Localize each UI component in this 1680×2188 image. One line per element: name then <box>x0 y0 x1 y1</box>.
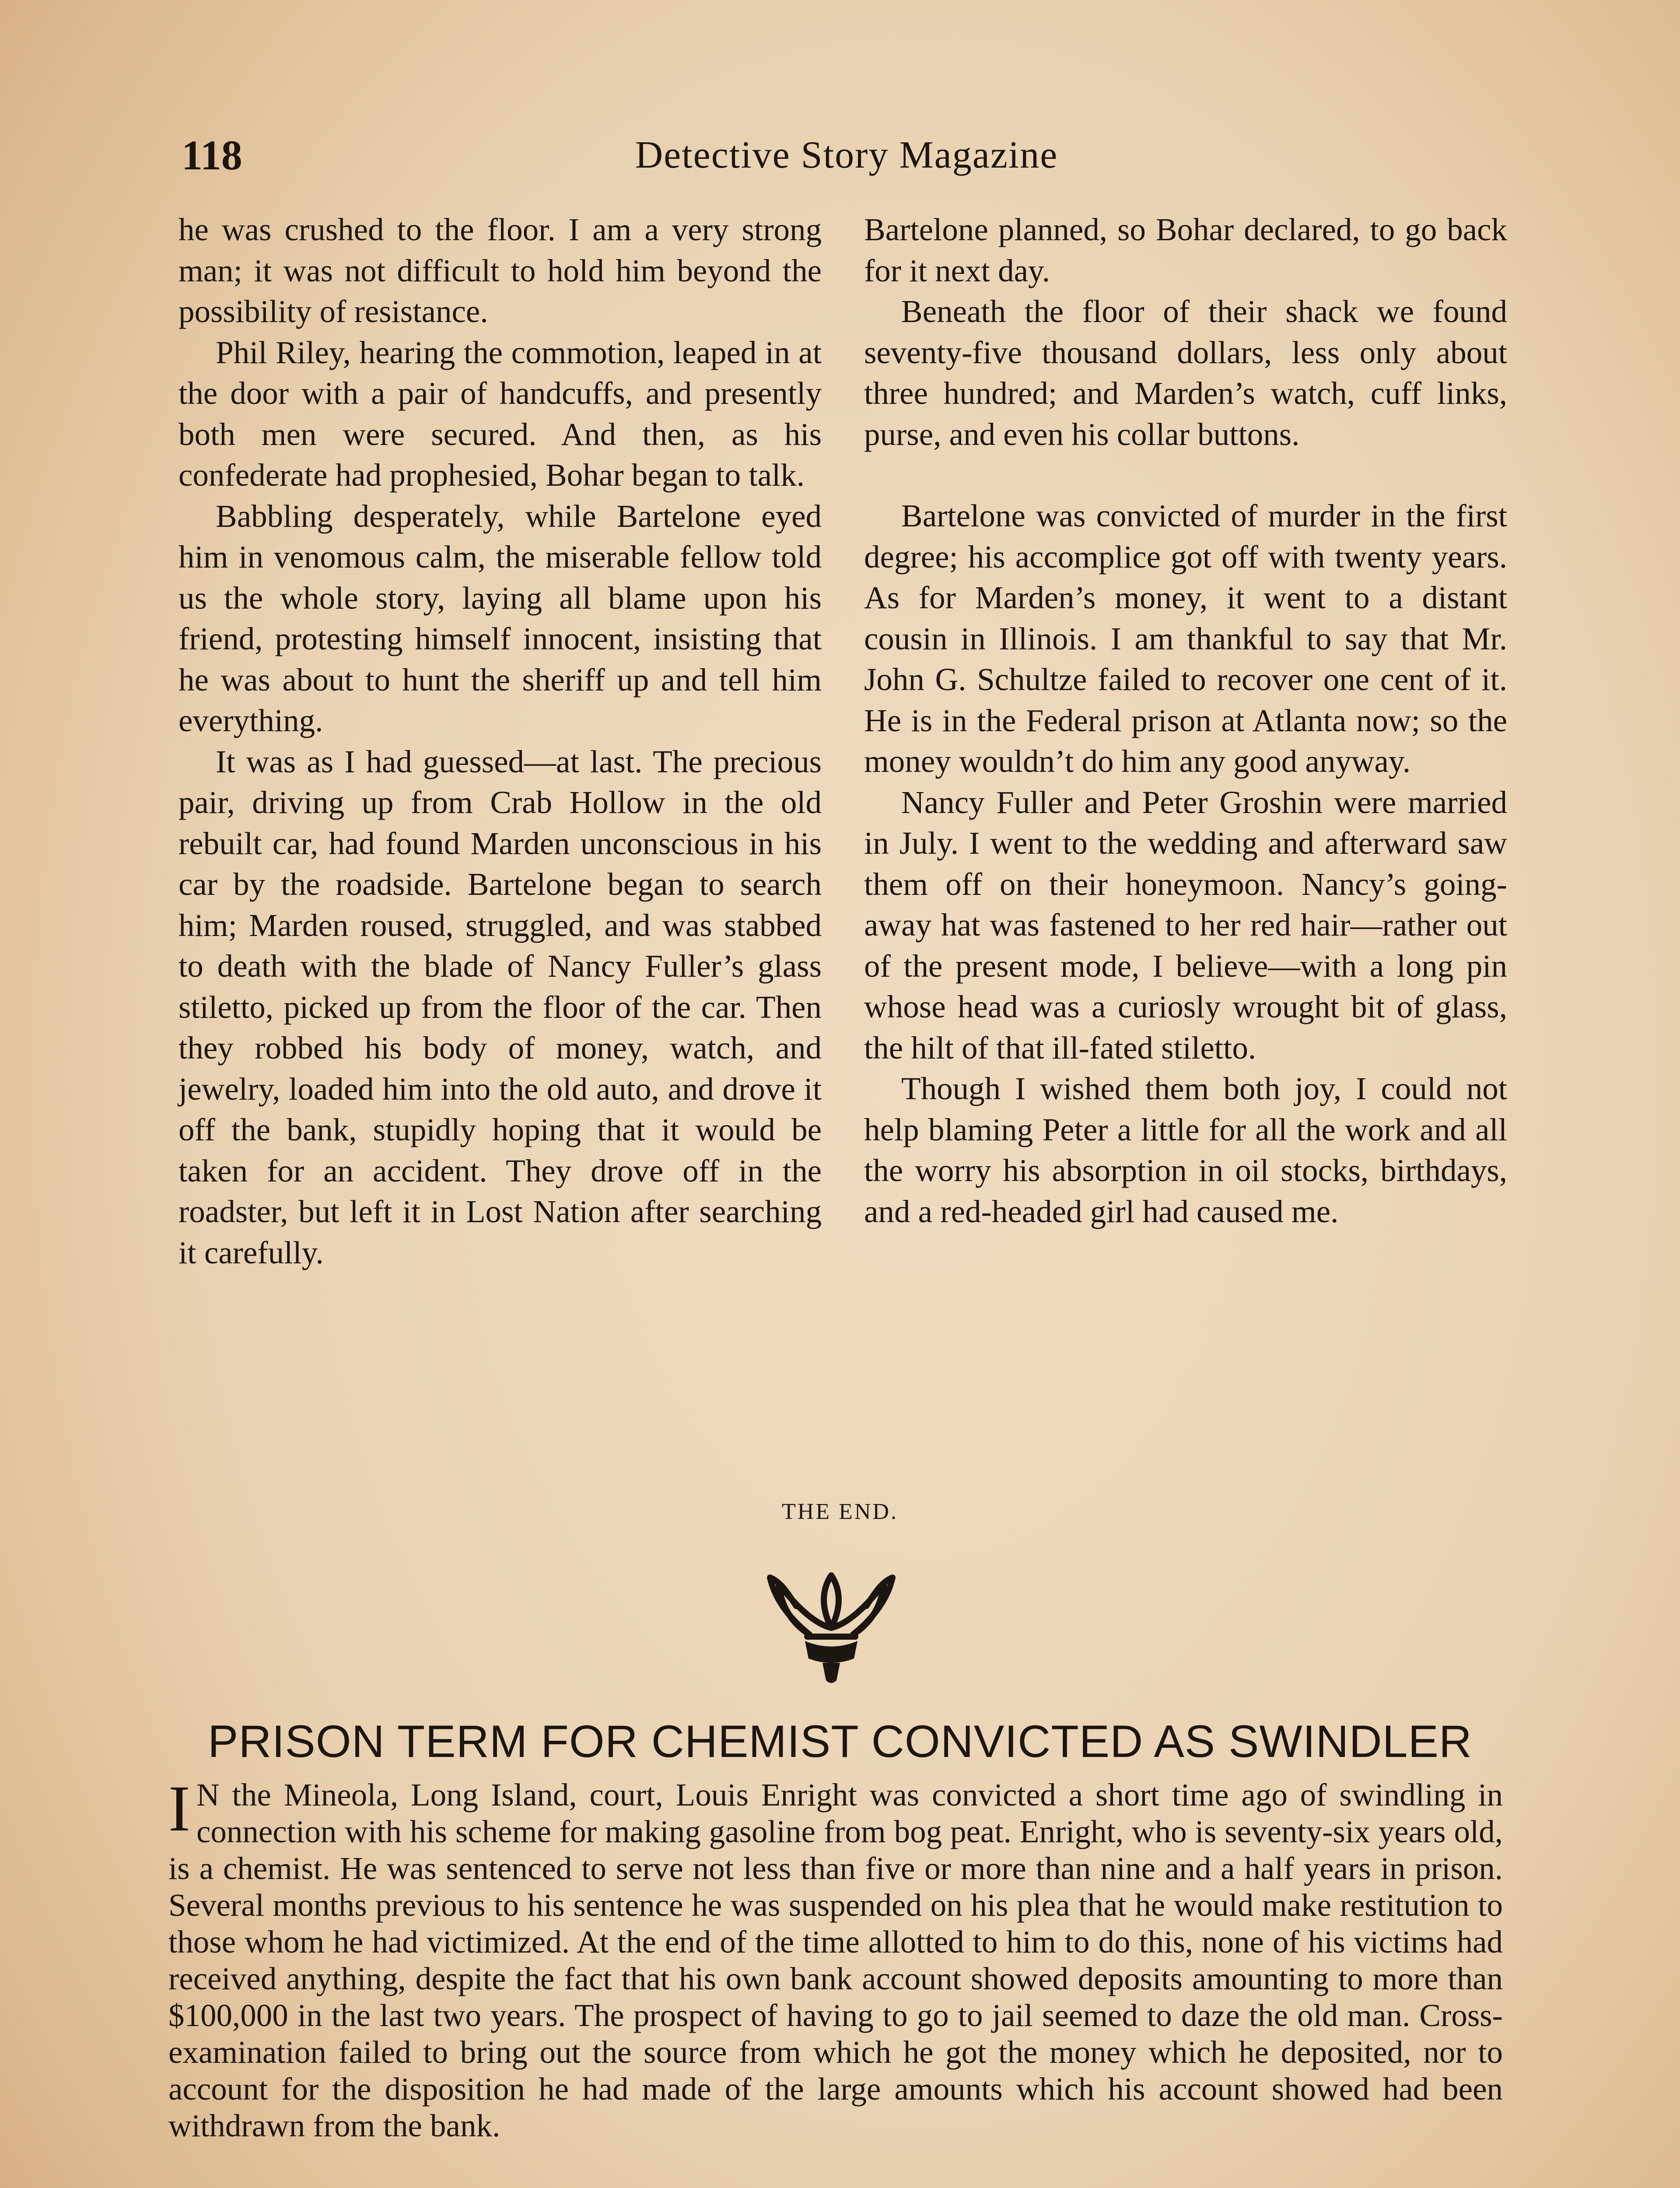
story-paragraph: Phil Riley, hearing the commotion, leaped in at the door with a pair of handcuffs, and presently both men were secured. And then, as his confederate had prophesied, Bohar began to talk. <box>178 334 822 493</box>
story-paragraph: Bartelone planned, so Bohar declared, to go back for it next day. <box>864 212 1507 288</box>
article-title: PRISON TERM FOR CHEMIST CONVICTED AS SWINDLER <box>208 1716 1472 1767</box>
page-number: 118 <box>182 132 242 179</box>
article-body <box>168 1772 1503 2144</box>
fleuron-icon <box>761 1558 901 1689</box>
drop-cap: I <box>168 1772 190 1845</box>
story-paragraph: he was crushed to the floor. I am a very strong man; it was not difficult to hold him beyond the possibility of resistance. <box>178 212 822 329</box>
story-paragraph: Beneath the floor of their shack we found seventy-five thousand dollars, less only about three hundred; and Marden’s watch, cuff links, purse, and even his collar buttons. <box>864 294 1507 452</box>
article-text: N the Mineola, Long Island, court, Louis Enright was convicted a short time ago of swindling in connection with his scheme for making gasoline from bog peat. Enright, who is seventy-six years old, is a chemist. He was sentenced to serve not less than five or more than nine and a half years in prison. Several months previous to his sentence he was suspended on his plea that he would make restitution to those whom he had victimized. At the end of the time allotted to him to do this, none of his victims had received anything, despite the fact that his own bank account showed deposits amounting to more than $100,000 in the last two years. The prospect of having to go to jail seemed to daze the old man. Cross-examination failed to bring out the source from which he got the money which he deposited, nor to account for the disposition he had made of the large amounts which his account showed had been withdrawn from the bank. <box>168 1777 1503 2143</box>
story-paragraph: It was as I had guessed—at last. The precious pair, driving up from Crab Hollow in the old rebuilt car, had found Marden unconscious in his car by the roadside. Bartelone began to search him; Marden roused, struggled, and was stabbed to death with the blade of Nancy Fuller’s glass stiletto, picked up from the floor of the car. Then they robbed his body of money, watch, and jewelry, loaded him into the old auto, and drove it off the bank, stupidly hoping that it would be taken for an accident. They drove off in the roadster, but left it in Lost Nation after searching it carefully. <box>178 743 822 1270</box>
page-header <box>182 127 1512 184</box>
story-column-left <box>178 209 822 1273</box>
story-paragraph: Though I wished them both joy, I could not help blaming Peter a little for all the work and all the worry his absorption in oil stocks, birthdays, and a red-headed girl had caused me. <box>864 1071 1507 1229</box>
the-end-mark: THE END. <box>782 1499 898 1524</box>
story-paragraph: Nancy Fuller and Peter Groshin were married in July. I went to the wedding and afterward saw them off on their honeymoon. Nancy’s going-away hat was fastened to her red hair—rather out of the present mode, I believe—with a long pin whose head was a curiosly wrought bit of glass, the hilt of that ill-fated stiletto. <box>864 784 1507 1066</box>
story-column-right <box>864 209 1507 1232</box>
story-paragraph: Bartelone was convicted of murder in the first degree; his accomplice got off with twenty years. As for Marden’s money, it went to a distant cousin in Illinois. I am thankful to say that Mr. John G. Schultze failed to recover one cent of it. He is in the Federal prison at Atlanta now; so the money wouldn’t do him any good anyway. <box>864 498 1507 779</box>
running-title: Detective Story Magazine <box>635 134 1058 176</box>
story-paragraph: Babbling desperately, while Bartelone eyed him in venomous calm, the miserable fellow told us the whole story, laying all blame upon his friend, protesting himself innocent, insisting that he was about to hunt the sheriff up and tell him everything. <box>178 498 822 738</box>
